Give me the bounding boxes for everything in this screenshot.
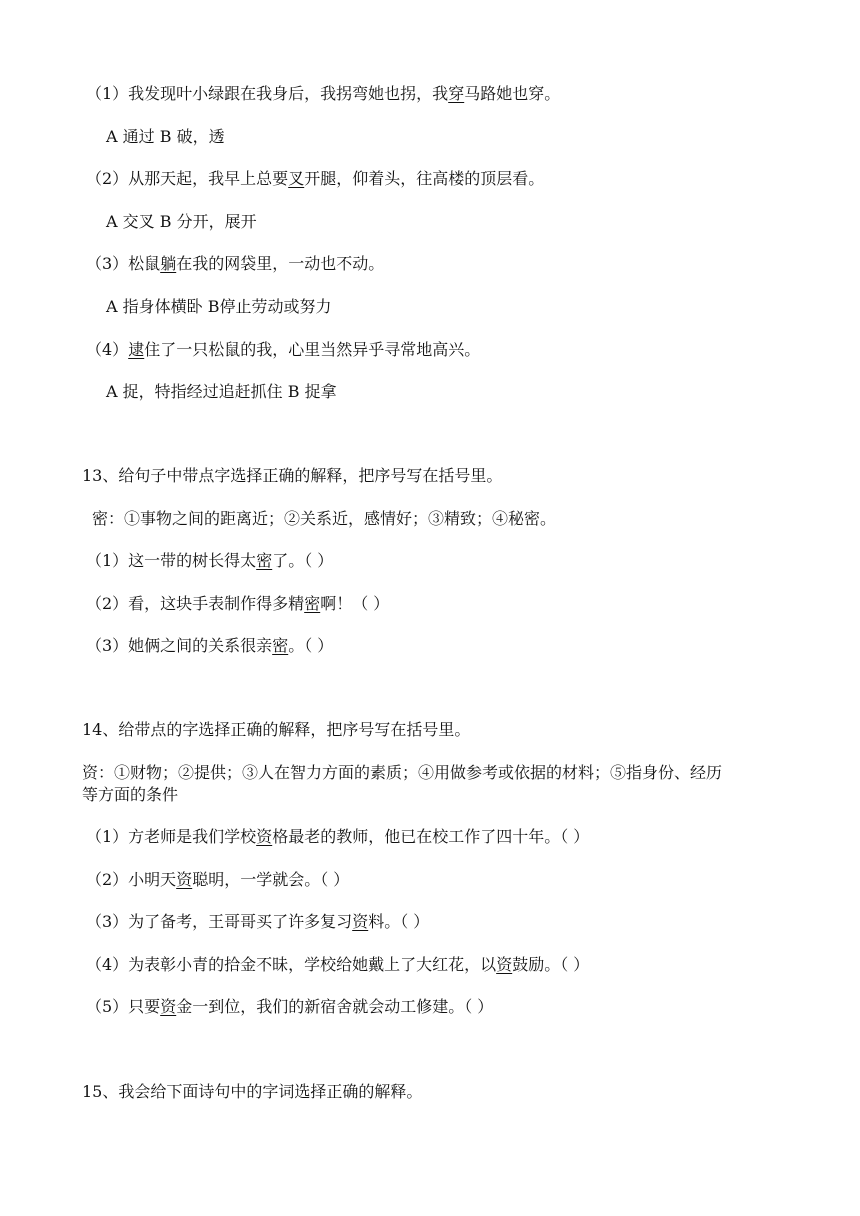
key-char: 躺 <box>160 254 177 273</box>
q14-title: 14、给带点的字选择正确的解释，把序号写在括号里。 <box>82 720 471 739</box>
key-char: 穿 <box>448 84 465 103</box>
key-char: 资 <box>160 997 177 1016</box>
key-char: 资 <box>256 827 273 846</box>
q12-item-3-options: A 指身体横卧 B停止劳动或努力 <box>106 297 332 316</box>
q13-item-2: （2）看，这块手表制作得多精密啊！（ ） <box>86 594 390 613</box>
key-char: 密 <box>272 636 289 655</box>
key-char: 资 <box>352 912 369 931</box>
q14-item-5: （5）只要资金一到位，我们的新宿舍就会动工修建。（ ） <box>86 997 494 1016</box>
key-char: 逮 <box>128 340 145 359</box>
q13-item-1: （1）这一带的树长得太密了。（ ） <box>86 551 334 570</box>
q12-item-2: （2）从那天起，我早上总要叉开腿，仰着头，往高楼的顶层看。 <box>86 169 545 188</box>
q12-item-4-options: A 捉，特指经过追赶抓住 B 捉拿 <box>106 382 337 401</box>
key-char: 密 <box>304 594 321 613</box>
q14-item-2: （2）小明天资聪明，一学就会。（ ） <box>86 870 350 889</box>
q14-definition-line1: 资：①财物；②提供；③人在智力方面的素质；④用做参考或依据的材料；⑤指身份、经历 <box>82 763 723 782</box>
q14-item-4: （4）为表彰小青的拾金不昧，学校给她戴上了大红花，以资鼓励。（ ） <box>86 955 590 974</box>
q13-title: 13、给句子中带点字选择正确的解释，把序号写在括号里。 <box>82 466 503 485</box>
q12-item-3: （3）松鼠躺在我的网袋里，一动也不动。 <box>86 254 385 273</box>
q13-item-3: （3）她俩之间的关系很亲密。（ ） <box>86 636 334 655</box>
key-char: 叉 <box>288 169 305 188</box>
q14-definition-line2: 等方面的条件 <box>82 785 179 804</box>
key-char: 密 <box>256 551 273 570</box>
key-char: 资 <box>496 955 513 974</box>
q13-definition: 密：①事物之间的距离近；②关系近，感情好；③精致；④秘密。 <box>92 509 557 528</box>
q12-item-4: （4）逮住了一只松鼠的我，心里当然异乎寻常地高兴。 <box>86 340 481 359</box>
q14-item-3: （3）为了备考，王哥哥买了许多复习资料。（ ） <box>86 912 430 931</box>
q14-item-1: （1）方老师是我们学校资格最老的教师，他已在校工作了四十年。（ ） <box>86 827 590 846</box>
q15-title: 15、我会给下面诗句中的字词选择正确的解释。 <box>82 1082 423 1101</box>
key-char: 资 <box>176 870 193 889</box>
q12-item-1-options: A 通过 B 破，透 <box>106 127 225 146</box>
q12-item-2-options: A 交叉 B 分开，展开 <box>106 212 257 231</box>
q12-item-1: （1）我发现叶小绿跟在我身后，我拐弯她也拐，我穿马路她也穿。 <box>86 84 561 103</box>
